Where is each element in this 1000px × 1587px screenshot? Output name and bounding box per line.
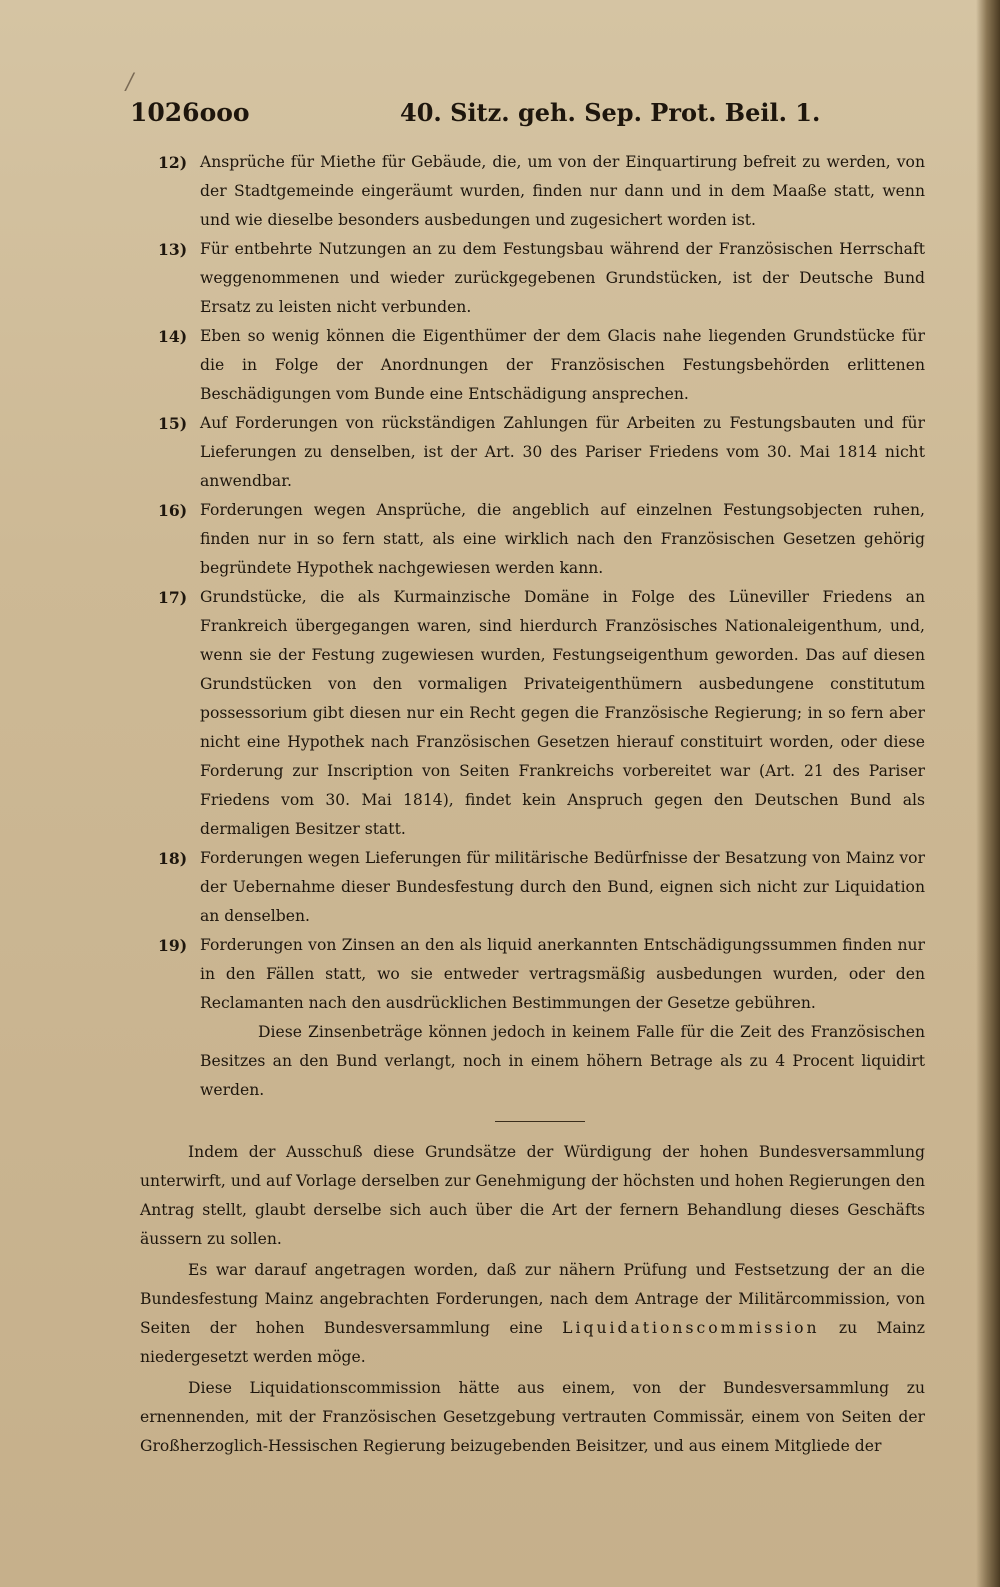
item-text: Forderungen wegen Ansprüche, die angeblich auf einzelnen Festungsobjecten ruhen, finden nur in so fern statt, als eine wirklich nach den Französischen Gesetzen gehörig begründete Hypothek nachgewiesen werden kann. [200,501,925,577]
item-text: Eben so wenig können die Eigenthümer der dem Glacis nahe liegenden Grundstücke für die in Folge der Anordnungen der Französischen Festungsbehörden erlittenen Beschädigungen vom Bunde eine Entschädigung ansprechen. [200,327,925,403]
commission-text-before: Es war darauf angetragen worden, daß zur nähern Prüfung und Festsetzung der an die Bundesfestung Mainz angebrachten Forderungen, nach dem Antrage der Militärcommission, von Seiten der hohen Bundesversammlung eine [140,1261,925,1337]
page-edge-shadow [976,0,1000,1587]
section-divider [495,1121,585,1122]
item-number: 16) [158,501,188,520]
list-item [140,931,925,1018]
commission-emphasis: Liquidationscommission [562,1319,820,1337]
list-item [140,409,925,496]
body-paragraph: Indem der Ausschuß diese Grundsätze der Würdigung der hohen Bundesversammlung unterwirft, und auf Vorlage derselben zur Genehmigung der höchsten und hohen Regierungen den Antrag stellt, glaubt derselbe sich auch über die Art der fernern Behandlung dieses Geschäfts äussern zu sollen. [140,1143,925,1248]
item-19-continuation: Diese Zinsenbeträge können jedoch in keinem Falle für die Zeit des Französischen Besitzes an den Bund verlangt, noch in einem höhern Betrage als zu 4 Procent liquidirt werden. [200,1023,925,1099]
commission-paragraph [140,1256,925,1372]
list-item [140,148,925,235]
list-item [140,496,925,583]
list-item [140,322,925,409]
item-number: 14) [158,327,188,346]
pencil-mark: / [126,70,134,95]
list-item [140,583,925,844]
body-paragraph: Diese Liquidationscommission hätte aus einem, von der Bundesversammlung zu ernennenden, mit der Französischen Gesetzgebung vertrauten Commissär, einem von Seiten der Großherzoglich-Hessischen Regierung beizugebenden Beisitzer, und aus einem Mitgliede der [140,1379,925,1455]
item-text: Forderungen wegen Lieferungen für militärische Bedürfnisse der Besatzung von Mainz vor der Uebernahme dieser Bundesfestung durch den Bund, eignen sich nicht zur Liquidation an denselben. [200,849,925,925]
item-text: Ansprüche für Miethe für Gebäude, die, um von der Einquartirung befreit zu werden, von der Stadtgemeinde eingeräumt wurden, finden nur dann und in dem Maaße statt, wenn und wie dieselbe besonders ausbedungen und zugesichert worden ist. [200,153,925,229]
item-number: 15) [158,414,188,433]
list-item [140,235,925,322]
item-text: Forderungen von Zinsen an den als liquid anerkannten Entschädigungssummen finden nur in den Fällen statt, wo sie entweder vertragsmäßig ausbedungen wurden, oder den Reclamanten nach den ausdrücklichen Bestimmungen der Gesetze gebühren. [200,936,925,1012]
item-number: 19) [158,936,188,955]
item-text: Für entbehrte Nutzungen an zu dem Festungsbau während der Französischen Herrschaft weggenommenen und wieder zurückgegebenen Grundstücken, ist der Deutsche Bund Ersatz zu leisten nicht verbunden. [200,240,925,316]
item-number: 17) [158,588,188,607]
list-item [140,844,925,931]
item-text: Grundstücke, die als Kurmainzische Domäne in Folge des Lüneviller Friedens an Frankreich übergegangen waren, sind hierdurch Französisches Nationaleigenthum, und, wenn sie der Festung zugewiesen wurden, Festungseigenthum geworden. Das auf diesen Grundstücken von den vormaligen Privateigenthümern ausbedungene constitutum possessorium gibt diesen nur ein Recht gegen die Französische Regierung; in so fern aber nicht eine Hypothek nach Französischen Gesetzen hierauf constituirt worden, oder diese Forderung zur Inscription von Seiten Frankreichs vorbereitet war (Art. 21 des Pariser Friedens vom 30. Mai 1814), findet kein Anspruch gegen den Deutschen Bund als dermaligen Besitzer statt. [200,588,925,838]
item-number: 12) [158,153,188,172]
running-title: 40. Sitz. geh. Sep. Prot. Beil. 1. [400,98,821,127]
page-number: 1026ooo [130,98,250,127]
commission-text-after: zu Mainz niedergesetzt werden möge. [140,1319,925,1366]
item-text: Auf Forderungen von rückständigen Zahlungen für Arbeiten zu Festungsbauten und für Lieferungen zu denselben, ist der Art. 30 des Pariser Friedens vom 30. Mai 1814 nicht anwendbar. [200,414,925,490]
page-header [130,98,920,138]
item-number: 18) [158,849,188,868]
item-number: 13) [158,240,188,259]
page-body [140,148,925,1461]
numbered-list [140,148,925,1018]
